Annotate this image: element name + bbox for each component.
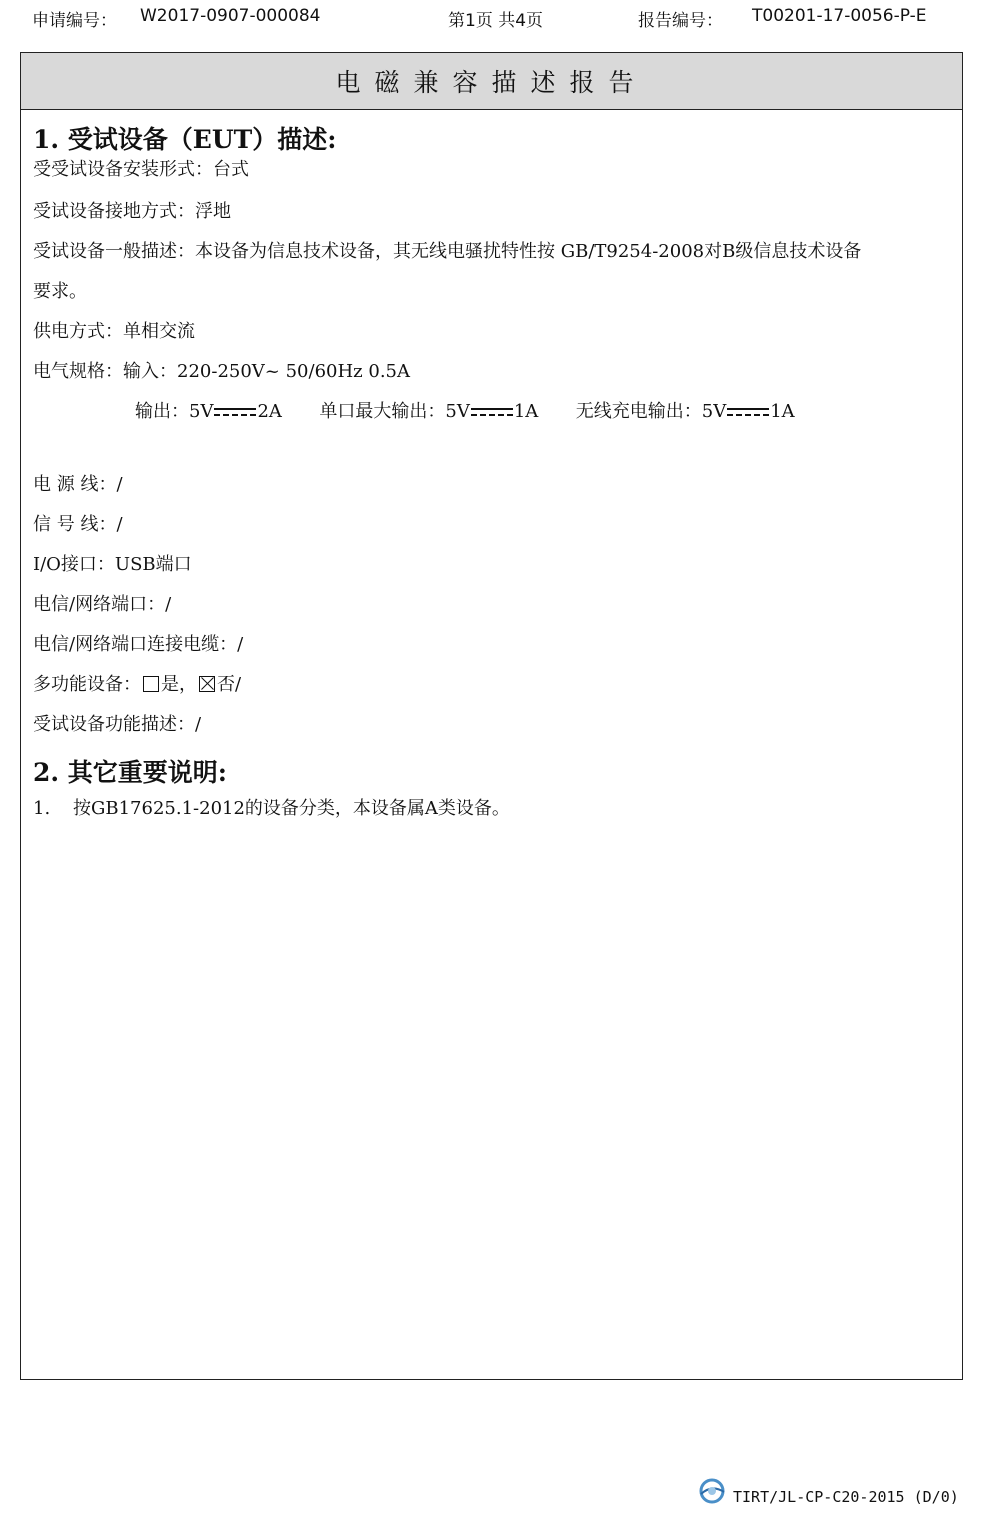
dc-symbol-icon: [471, 407, 513, 418]
output-3-current: 1A: [770, 401, 795, 422]
telecom-port: 电信/网络端口：/: [33, 594, 172, 615]
checkbox-no-checked[interactable]: [199, 676, 215, 692]
output-3-label: 无线充电输出：: [575, 401, 702, 422]
grounding-method: 受试设备接地方式：浮地: [33, 201, 231, 222]
general-description-line-1: 受试设备一般描述：本设备为信息技术设备，其无线电骚扰特性按 GB/T9254-2008对B级信息技术设备: [33, 241, 862, 262]
application-number-label: 申请编号：: [32, 11, 117, 31]
io-port: I/O接口：USB端口: [33, 554, 192, 575]
dc-symbol-icon: [727, 407, 769, 418]
section-1-heading: 1. 受试设备（EUT）描述:: [33, 125, 337, 154]
multifunction-label: 多功能设备：: [33, 674, 141, 695]
section-2-heading: 2. 其它重要说明:: [33, 758, 228, 787]
power-cable: 电 源 线：/: [33, 474, 123, 495]
report-number-label: 报告编号：: [638, 11, 723, 31]
general-description-line-2: 要求。: [33, 281, 87, 302]
note-item: [33, 797, 950, 821]
report-frame: [20, 52, 963, 1380]
output-3-voltage: 5V: [701, 401, 727, 422]
checkbox-no-label: 否/: [217, 674, 242, 695]
electrical-spec-output: [33, 400, 950, 424]
report-content: [21, 110, 962, 821]
multifunction-equipment: [33, 673, 950, 697]
dc-symbol-icon: [214, 407, 256, 418]
company-logo-icon: [697, 1476, 727, 1506]
telecom-port-cable: 电信/网络端口连接电缆：/: [33, 634, 244, 655]
form-code: TIRT/JL-CP-C20-2015 (D/0): [733, 1488, 959, 1506]
install-type: 受受试设备安装形式：台式: [33, 159, 249, 180]
power-supply-mode: 供电方式：单相交流: [33, 321, 195, 342]
output-1-voltage: 5V: [189, 401, 214, 422]
report-title: 电磁兼容描述报告: [21, 53, 962, 110]
page-header: [0, 4, 1000, 32]
report-number: T00201-17-0056-P-E: [752, 6, 927, 26]
application-number: W2017-0907-000084: [140, 6, 321, 26]
output-1-current: 2A: [257, 401, 282, 422]
output-label: 输出：: [135, 401, 189, 422]
output-2-current: 1A: [513, 401, 539, 422]
electrical-spec-input: 电气规格：输入：220-250V~ 50/60Hz 0.5A: [33, 361, 410, 382]
note-text: 按GB17625.1-2012的设备分类，本设备属A类设备。: [73, 798, 510, 819]
output-2-label: 单口最大输出：: [319, 401, 446, 422]
note-number: 1.: [33, 798, 51, 819]
output-2-voltage: 5V: [445, 401, 470, 422]
signal-cable: 信 号 线：/: [33, 514, 123, 535]
function-description: 受试设备功能描述：/: [33, 714, 202, 735]
checkbox-yes-label: 是，: [161, 674, 197, 695]
checkbox-yes[interactable]: [143, 676, 159, 692]
page-info: 第1页 共4页: [448, 11, 544, 31]
